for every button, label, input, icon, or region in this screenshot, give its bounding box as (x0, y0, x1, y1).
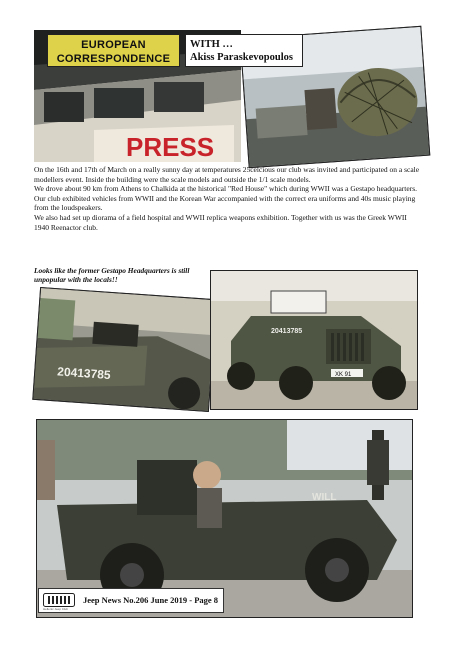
photo-jeep-hood (32, 287, 216, 412)
club-name: Hellenic Jeep Club (43, 607, 69, 611)
hood-number-left: 20413785 (56, 364, 112, 383)
jeep-grille-logo-icon (43, 593, 75, 607)
photo-jeep-front (210, 270, 418, 410)
license-plate: XK 91 (335, 372, 352, 378)
title-line-1: EUROPEAN (81, 39, 146, 51)
hood-number-right: 20413785 (271, 328, 303, 335)
article-title (47, 34, 180, 67)
author-line-2: Akiss Paraskevopoulos (190, 52, 293, 63)
article-body (34, 165, 422, 232)
author-line-1: WITH … (190, 39, 233, 50)
paragraph: On the 16th and 17th of March on a really sunny day at temperatures 25celcious our club was invited and participated on a scale modellers event. Inside the building were the scale models and outside the 1/1 scale models. (34, 165, 420, 184)
page-footer (38, 588, 224, 613)
bottom-jeep-text: WILL (312, 492, 337, 503)
press-text: PRESS (126, 132, 215, 162)
photo-caption: Looks like the former Gestapo Headquarters is still unpopular with the locals!! (34, 266, 190, 285)
footer-text: Jeep News No.206 June 2019 - Page 8 (83, 595, 219, 605)
author-label (185, 34, 303, 67)
paragraph: We drove about 90 km from Athens to Chalkida at the historical "Red House" which during WWII was a Gestapo headquarters. Our club exhibited vehicles from WWII and the Korean War accompanied with the correct era uniforms and 40s music playing from the loudspeakers. (34, 184, 417, 213)
paragraph: We also had set up diorama of a field hospital and WWII replica weapons exhibition. Together with us was the Greek WWII 1940 Reenactor club. (34, 212, 407, 232)
title-line-2: CORRESPONDENCE (56, 53, 171, 65)
